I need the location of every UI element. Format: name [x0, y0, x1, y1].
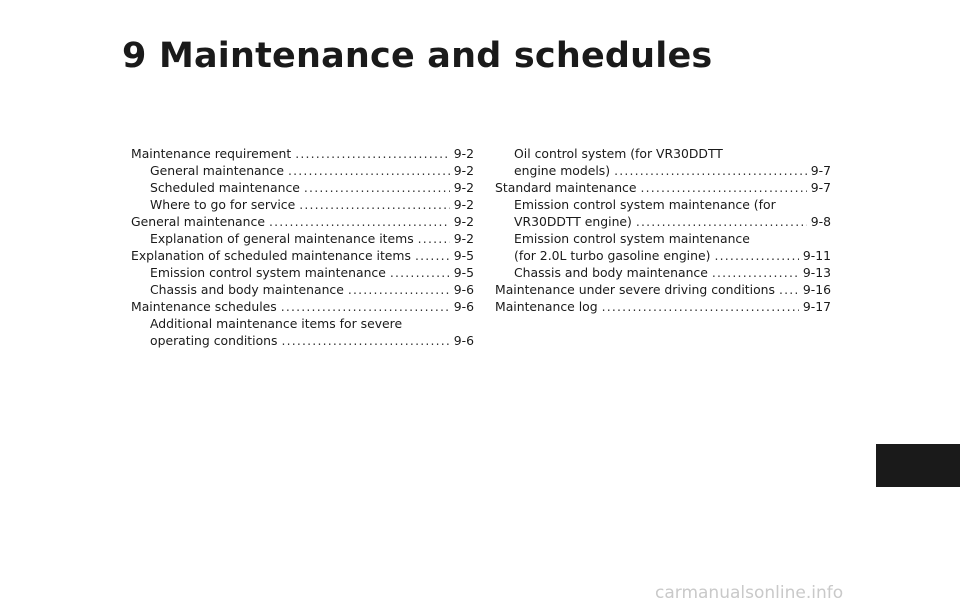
toc-entry-line1[interactable]: Additional maintenance items for severe: [150, 316, 403, 331]
chapter-tab-marker: [876, 444, 960, 487]
toc-entry[interactable]: VR30DDTT engine) ..... 9-8: [495, 213, 831, 230]
watermark: carmanualsonline.info: [655, 583, 844, 603]
toc-entry[interactable]: Where to go for service ..... 9-2: [131, 196, 474, 213]
toc-entry[interactable]: Explanation of general maintenance items ..... 9-2: [131, 230, 474, 247]
toc-left-column: [131, 145, 474, 349]
toc-entry[interactable]: Scheduled maintenance ..... 9-2: [131, 179, 474, 196]
toc-entry[interactable]: Chassis and body maintenance ..... 9-13: [495, 264, 831, 281]
toc-entry[interactable]: Maintenance under severe driving conditions ..... 9-16: [495, 281, 831, 298]
toc-entry[interactable]: Maintenance log ..... 9-17: [495, 298, 831, 315]
chapter-title: 9 Maintenance and schedules: [122, 36, 713, 76]
toc-entry[interactable]: operating conditions ..... 9-6: [131, 332, 474, 349]
toc-entry-line1[interactable]: Emission control system maintenance (for: [514, 197, 776, 212]
toc-entry[interactable]: Standard maintenance ..... 9-7: [495, 179, 831, 196]
toc-entry[interactable]: General maintenance ..... 9-2: [131, 162, 474, 179]
toc-entry[interactable]: Explanation of scheduled maintenance items ..... 9-5: [131, 247, 474, 264]
toc-entry[interactable]: Maintenance schedules ..... 9-6: [131, 298, 474, 315]
toc-entry[interactable]: Chassis and body maintenance ..... 9-6: [131, 281, 474, 298]
toc-entry-line1[interactable]: Emission control system maintenance: [514, 231, 750, 246]
toc-entry[interactable]: (for 2.0L turbo gasoline engine) ..... 9-11: [495, 247, 831, 264]
toc-entry-line1[interactable]: Oil control system (for VR30DDTT: [514, 146, 723, 161]
toc-entry[interactable]: Emission control system maintenance ..... 9-5: [131, 264, 474, 281]
toc-entry[interactable]: engine models) ..... 9-7: [495, 162, 831, 179]
toc-entry[interactable]: Maintenance requirement ..... 9-2: [131, 145, 474, 162]
toc-entry[interactable]: General maintenance ..... 9-2: [131, 213, 474, 230]
toc-right-column: [495, 145, 831, 315]
